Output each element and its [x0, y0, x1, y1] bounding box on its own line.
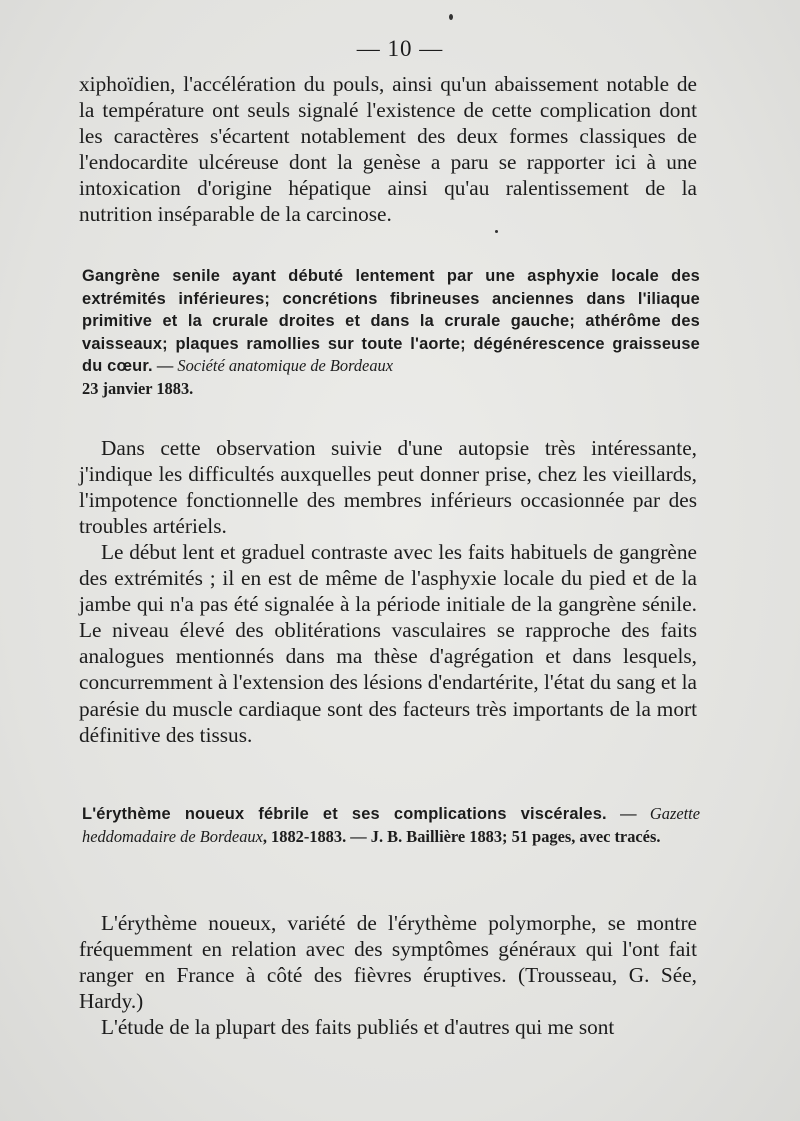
- reference-source: Société anatomique de Bordeaux: [177, 356, 393, 376]
- reference-erytheme-noueux: [79, 803, 700, 848]
- paragraph-erytheme-study: L'étude de la plupart des faits publiés et d'autres qui me sont: [101, 1015, 615, 1039]
- paragraph-endocarditis-conclusion: xiphoïdien, l'accélération du pouls, ainsi qu'un abaissement notable de la température ont seuls signalé l'existence de cette complication dont les caractères s'écartent notablement des deux formes classiques de l'endocardite ulcéreuse dont la genèse a paru se rapporter ici à une intoxication d'origine hépatique ainsi qu'au ralentissement de la nutrition inséparable de la carcinose.: [79, 72, 697, 227]
- paragraph-erytheme-intro: L'érythème noueux, variété de l'érythème polymorphe, se montre fréquemment en relation avec des symptômes généraux qui l'ont fait ranger en France à côté des fièvres éruptives. (Trousseau, G. Sée, Hardy.): [79, 911, 697, 1014]
- reference-title: Gangrène senile ayant débuté lentement par une asphyxie locale des extrémités inférieures; concrétions fibrineuses anciennes dans l'iliaque primitive et la crurale droites et dans la crurale gauche; athérôme des vaisseaux; plaques ramollies sur toute l'aorte; dégénérescence graisseuse du cœur.: [82, 267, 700, 376]
- reference-date: 23 janvier 1883.: [82, 378, 194, 398]
- reference-gangrene-senile: [79, 265, 700, 401]
- reference-dash: —: [606, 804, 650, 823]
- paragraph-observation: Dans cette observation suivie d'une autopsie très intéressante, j'indique les difficultés auxquelles peut donner prise, chez les vieillards, l'impotence fonctionnelle des membres inférieurs occasionnée par des troubles artériels.: [79, 436, 697, 539]
- reference-details: , 1882-1883. — J. B. Baillière 1883; 51 pages, avec tracés.: [262, 826, 661, 846]
- ink-speck: [495, 230, 498, 233]
- reference-source: Gazette heddomadaire de Bordeaux: [82, 804, 700, 846]
- reference-dash: —: [152, 356, 178, 376]
- reference-title: L'érythème noueux fébrile et ses complications viscérales.: [82, 805, 607, 823]
- page-number: — 10 —: [356, 36, 444, 61]
- paragraph-gangrene-discussion: Le début lent et graduel contraste avec les faits habituels de gangrène des extrémités ; il en est de même de l'asphyxie locale du pied et de la jambe qui n'a pas été signalée à la période initiale de la gangrène sénile. Le niveau élevé des oblitérations vasculaires se rapproche des faits analogues mentionnés dans ma thèse d'agrégation et dans lesquels, concurremment à l'extension des lésions d'endartérite, l'état du sang et la parésie du muscle cardiaque sont des facteurs très importants de la mort définitive des tissus.: [79, 540, 697, 747]
- ink-speck: [449, 14, 453, 20]
